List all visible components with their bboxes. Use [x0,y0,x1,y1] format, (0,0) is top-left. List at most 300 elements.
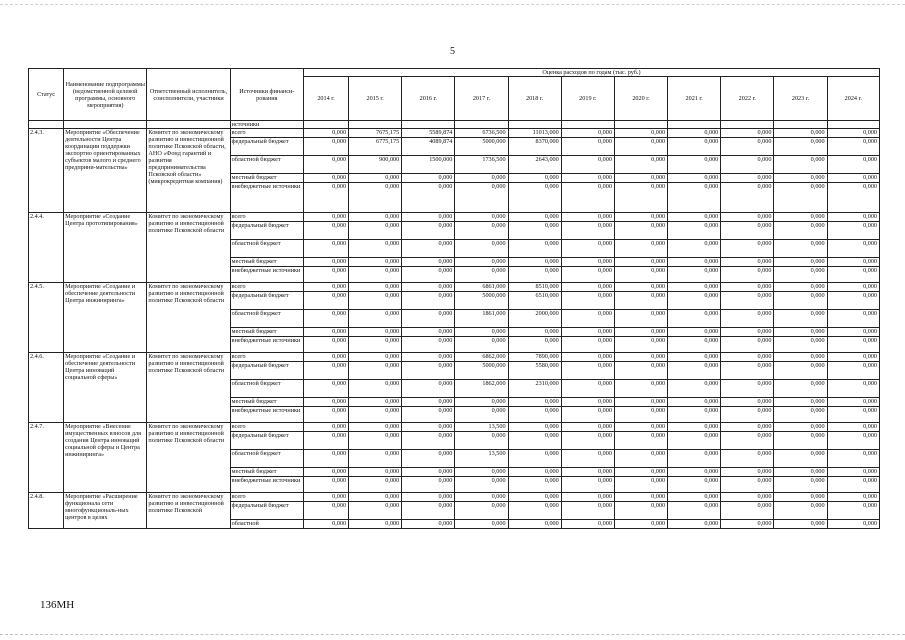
amount-cell: 0,000 [614,156,667,174]
amount-cell: 0,000 [614,222,667,240]
amount-cell: 0,000 [614,213,667,222]
header-year: 2023 г. [774,77,827,121]
amount-cell: 0,000 [349,493,402,502]
amount-cell: 0,000 [402,432,455,450]
amount-cell: 0,000 [303,213,348,222]
funding-source: внебюджетные источники [230,183,303,213]
amount-cell: 0,000 [614,493,667,502]
amount-cell: 0,000 [455,468,508,477]
responsible-executor: Комитет по экономическому развитию и инвестиционной политике Псковской области [147,283,230,353]
amount-cell: 0,000 [721,310,774,328]
amount-cell: 0,000 [508,450,561,468]
amount-cell: 0,000 [614,380,667,398]
amount-cell: 0,000 [349,432,402,450]
amount-cell: 0,000 [774,156,827,174]
amount-cell: 0,000 [721,380,774,398]
amount-cell: 0,000 [614,432,667,450]
amount-cell: 0,000 [455,493,508,502]
amount-cell: 0,000 [668,450,721,468]
amount-cell: 0,000 [668,398,721,407]
amount-cell: 0,000 [455,502,508,520]
amount-cell: 0,000 [455,407,508,423]
amount-cell: 0,000 [561,493,614,502]
amount-cell: 5589,874 [402,129,455,138]
amount-cell: 0,000 [561,222,614,240]
amount-cell: 0,000 [774,222,827,240]
amount-cell: 0,000 [721,138,774,156]
amount-cell: 0,000 [303,174,348,183]
funding-source: местный бюджет [230,174,303,183]
amount-cell: 0,000 [561,174,614,183]
amount-cell: 0,000 [402,520,455,529]
amount-cell: 0,000 [349,183,402,213]
amount-cell: 0,000 [721,477,774,493]
amount-cell: 0,000 [561,328,614,337]
amount-cell: 0,000 [614,258,667,267]
amount-cell: 0,000 [508,213,561,222]
funding-source: местный бюджет [230,328,303,337]
amount-cell: 0,000 [774,407,827,423]
amount-cell: 0,000 [668,477,721,493]
amount-cell: 0,000 [349,267,402,283]
amount-cell: 0,000 [827,129,879,138]
amount-cell: 0,000 [827,353,879,362]
amount-cell: 0,000 [402,407,455,423]
amount-cell: 0,000 [827,468,879,477]
amount-cell: 0,000 [561,477,614,493]
amount-cell: 13,500 [455,450,508,468]
amount-cell: 0,000 [827,283,879,292]
amount-cell: 0,000 [668,174,721,183]
amount-cell: 0,000 [774,493,827,502]
amount-cell: 0,000 [561,337,614,353]
amount-cell: 0,000 [402,183,455,213]
amount-cell: 0,000 [349,468,402,477]
amount-cell: 0,000 [614,174,667,183]
amount-cell: 900,000 [349,156,402,174]
amount-cell: 0,000 [614,353,667,362]
amount-cell: 0,000 [614,398,667,407]
amount-cell: 0,000 [721,353,774,362]
amount-cell: 0,000 [721,328,774,337]
amount-cell: 0,000 [827,450,879,468]
funding-source: внебюджетные источники [230,477,303,493]
amount-cell: 0,000 [402,493,455,502]
amount-cell: 0,000 [614,138,667,156]
amount-cell: 0,000 [827,362,879,380]
amount-cell: 0,000 [508,468,561,477]
amount-cell: 1862,000 [455,380,508,398]
header-year: 2016 г. [402,77,455,121]
amount-cell: 0,000 [508,337,561,353]
amount-cell: 0,000 [721,156,774,174]
amount-cell: 0,000 [402,423,455,432]
amount-cell: 0,000 [349,398,402,407]
amount-cell: 0,000 [668,328,721,337]
amount-cell: 0,000 [668,423,721,432]
amount-cell: 0,000 [827,328,879,337]
amount-cell: 0,000 [455,240,508,258]
funding-source: внебюджетные источники [230,407,303,423]
amount-cell: 0,000 [561,310,614,328]
amount-cell: 0,000 [303,520,348,529]
table-row [29,493,880,502]
amount-cell: 1500,000 [402,156,455,174]
amount-cell: 0,000 [561,213,614,222]
amount-cell: 0,000 [561,432,614,450]
amount-cell: 0,000 [561,267,614,283]
amount-cell: 0,000 [303,362,348,380]
amount-cell: 0,000 [402,380,455,398]
amount-cell: 0,000 [827,493,879,502]
amount-cell: 0,000 [561,258,614,267]
amount-cell: 0,000 [827,407,879,423]
amount-cell: 0,000 [827,477,879,493]
amount-cell: 0,000 [402,337,455,353]
amount-cell: 0,000 [827,398,879,407]
amount-cell: 0,000 [303,240,348,258]
amount-cell: 0,000 [303,138,348,156]
funding-source: федеральный бюджет [230,222,303,240]
amount-cell: 1736,500 [455,156,508,174]
table-row [29,129,880,138]
amount-cell: 0,000 [402,468,455,477]
row-code: 2.4.8. [29,493,64,529]
amount-cell: 0,000 [668,337,721,353]
amount-cell: 0,000 [827,183,879,213]
amount-cell: 0,000 [303,353,348,362]
amount-cell: 0,000 [561,450,614,468]
amount-cell: 0,000 [774,138,827,156]
amount-cell: 0,000 [827,310,879,328]
amount-cell: 0,000 [668,353,721,362]
amount-cell: 0,000 [827,292,879,310]
amount-cell: 0,000 [668,493,721,502]
amount-cell: 0,000 [349,310,402,328]
amount-cell: 0,000 [774,362,827,380]
amount-cell: 0,000 [827,138,879,156]
amount-cell: 0,000 [349,520,402,529]
responsible-executor: Комитет по экономическому развитию и инвестиционной политике Псковской области, АНО «Фонд гарантий и развития предпринимательства Псковской области» (микрокредитная компания) [147,129,230,213]
amount-cell: 0,000 [774,267,827,283]
amount-cell: 0,000 [303,337,348,353]
amount-cell: 0,000 [614,292,667,310]
amount-cell: 0,000 [455,432,508,450]
amount-cell: 0,000 [614,267,667,283]
row-code: 2.4.5. [29,283,64,353]
amount-cell: 0,000 [721,129,774,138]
amount-cell: 6775,175 [349,138,402,156]
amount-cell: 2000,000 [508,310,561,328]
amount-cell: 0,000 [455,258,508,267]
amount-cell: 0,000 [774,328,827,337]
funding-source: областной бюджет [230,450,303,468]
amount-cell: 0,000 [349,328,402,337]
row-code: 2.4.6. [29,353,64,423]
amount-cell: 0,000 [402,267,455,283]
amount-cell: 0,000 [721,283,774,292]
amount-cell: 0,000 [668,283,721,292]
header-year: 2018 г. [508,77,561,121]
funding-source: областной бюджет [230,240,303,258]
amount-cell: 0,000 [303,292,348,310]
funding-source: областной бюджет [230,380,303,398]
amount-cell: 0,000 [303,398,348,407]
amount-cell: 0,000 [402,258,455,267]
amount-cell: 0,000 [455,183,508,213]
amount-cell: 0,000 [614,337,667,353]
amount-cell: 0,000 [303,450,348,468]
amount-cell: 0,000 [827,502,879,520]
amount-cell: 0,000 [561,129,614,138]
amount-cell: 0,000 [303,183,348,213]
amount-cell: 0,000 [774,183,827,213]
responsible-executor: Комитет по экономическому развитию и инвестиционной политике Псковской области [147,423,230,493]
amount-cell: 0,000 [349,423,402,432]
amount-cell: 0,000 [774,468,827,477]
amount-cell: 0,000 [827,258,879,267]
amount-cell: 0,000 [561,156,614,174]
budget-table [28,68,880,529]
amount-cell: 0,000 [721,407,774,423]
amount-cell: 0,000 [303,407,348,423]
amount-cell: 0,000 [614,362,667,380]
amount-cell: 0,000 [668,267,721,283]
amount-cell: 0,000 [774,432,827,450]
measure-name: Мероприятие «Создание и обеспечение деятельности Центра инноваций социальной сферы» [64,353,147,423]
header-executor: Ответственный исполнитель, соисполнители, участники [147,69,230,121]
amount-cell: 0,000 [614,407,667,423]
amount-cell: 0,000 [721,362,774,380]
responsible-executor: Комитет по экономическому развитию и инвестиционной политике Псковской области [147,213,230,283]
amount-cell: 0,000 [561,468,614,477]
amount-cell: 0,000 [774,353,827,362]
amount-cell: 0,000 [303,477,348,493]
amount-cell: 0,000 [349,213,402,222]
amount-cell: 0,000 [827,423,879,432]
header-estimate: Оценка расходов по годам (тыс. руб.) [303,69,879,77]
funding-source: всего [230,283,303,292]
amount-cell: 0,000 [774,174,827,183]
amount-cell: 6736,500 [455,129,508,138]
header-row-1 [29,69,880,77]
amount-cell: 0,000 [303,156,348,174]
amount-cell: 0,000 [614,183,667,213]
amount-cell: 0,000 [508,502,561,520]
row-code: 2.4.7. [29,423,64,493]
amount-cell: 0,000 [455,520,508,529]
measure-name: Мероприятие «Создание и обеспечение деятельности Центра инжиниринга» [64,283,147,353]
amount-cell: 0,000 [303,493,348,502]
amount-cell: 0,000 [827,222,879,240]
amount-cell: 0,000 [561,520,614,529]
amount-cell: 2643,000 [508,156,561,174]
source-cell: источники [230,121,303,129]
funding-source: всего [230,493,303,502]
amount-cell: 0,000 [668,240,721,258]
amount-cell: 0,000 [455,213,508,222]
amount-cell: 0,000 [614,502,667,520]
amount-cell: 0,000 [561,292,614,310]
amount-cell: 5000,000 [455,138,508,156]
header-year: 2015 г. [349,77,402,121]
amount-cell: 0,000 [561,380,614,398]
amount-cell: 0,000 [614,520,667,529]
amount-cell: 0,000 [349,407,402,423]
amount-cell: 0,000 [721,398,774,407]
amount-cell: 0,000 [349,240,402,258]
amount-cell: 0,000 [774,283,827,292]
amount-cell: 5000,000 [455,292,508,310]
amount-cell: 0,000 [402,213,455,222]
amount-cell: 0,000 [827,156,879,174]
amount-cell: 0,000 [668,213,721,222]
amount-cell: 13,500 [455,423,508,432]
amount-cell: 0,000 [303,222,348,240]
amount-cell: 0,000 [668,138,721,156]
header-year: 2017 г. [455,77,508,121]
amount-cell: 0,000 [455,174,508,183]
funding-source: всего [230,423,303,432]
scan-edge-top [0,4,905,6]
funding-source: местный бюджет [230,258,303,267]
amount-cell: 0,000 [774,502,827,520]
measure-name: Мероприятие «Создание Центра прототипирования» [64,213,147,283]
header-sources: Источники финанси-рования [230,69,303,121]
amount-cell: 0,000 [455,477,508,493]
amount-cell: 0,000 [455,222,508,240]
funding-source: местный бюджет [230,468,303,477]
amount-cell: 0,000 [774,337,827,353]
amount-cell: 0,000 [721,337,774,353]
amount-cell: 0,000 [721,450,774,468]
funding-source: всего [230,129,303,138]
header-status: Статус [29,69,64,121]
measure-name: Мероприятие «Расширение функционала сети многофункциональ-ных центров в целях [64,493,147,529]
amount-cell: 0,000 [508,258,561,267]
amount-cell: 0,000 [303,310,348,328]
amount-cell: 0,000 [402,353,455,362]
amount-cell: 6510,000 [508,292,561,310]
amount-cell: 0,000 [349,380,402,398]
row-code: 2.4.4. [29,213,64,283]
amount-cell: 0,000 [721,493,774,502]
amount-cell: 0,000 [455,267,508,283]
amount-cell: 0,000 [455,337,508,353]
amount-cell: 6861,000 [455,283,508,292]
page-number: 5 [450,46,455,57]
amount-cell: 0,000 [721,520,774,529]
funding-source: федеральный бюджет [230,292,303,310]
amount-cell: 0,000 [303,502,348,520]
amount-cell: 0,000 [402,398,455,407]
amount-cell: 0,000 [455,398,508,407]
amount-cell: 0,000 [508,267,561,283]
amount-cell: 5580,000 [508,362,561,380]
funding-source: федеральный бюджет [230,362,303,380]
funding-source: областной бюджет [230,310,303,328]
amount-cell: 0,000 [827,240,879,258]
amount-cell: 0,000 [614,468,667,477]
header-year: 2021 г. [668,77,721,121]
amount-cell: 0,000 [303,258,348,267]
amount-cell: 0,000 [827,267,879,283]
amount-cell: 0,000 [561,283,614,292]
document-code: 136МН [40,599,75,611]
amount-cell: 8510,000 [508,283,561,292]
amount-cell: 0,000 [614,129,667,138]
amount-cell: 0,000 [349,362,402,380]
amount-cell: 0,000 [774,450,827,468]
amount-cell: 0,000 [303,283,348,292]
amount-cell: 5000,000 [455,362,508,380]
amount-cell: 0,000 [402,310,455,328]
header-year: 2024 г. [827,77,879,121]
amount-cell: 0,000 [349,258,402,267]
amount-cell: 0,000 [827,174,879,183]
amount-cell: 0,000 [774,520,827,529]
table-row [29,213,880,222]
amount-cell: 0,000 [508,520,561,529]
amount-cell: 0,000 [668,502,721,520]
amount-cell: 0,000 [774,129,827,138]
amount-cell: 0,000 [561,398,614,407]
amount-cell: 0,000 [721,183,774,213]
amount-cell: 0,000 [774,423,827,432]
amount-cell: 0,000 [668,380,721,398]
amount-cell: 0,000 [402,292,455,310]
amount-cell: 0,000 [349,502,402,520]
funding-source: местный бюджет [230,398,303,407]
amount-cell: 0,000 [561,423,614,432]
amount-cell: 0,000 [561,362,614,380]
amount-cell: 0,000 [668,407,721,423]
amount-cell: 0,000 [827,432,879,450]
amount-cell: 0,000 [508,477,561,493]
amount-cell: 0,000 [508,328,561,337]
amount-cell: 0,000 [614,283,667,292]
amount-cell: 0,000 [668,258,721,267]
amount-cell: 0,000 [402,362,455,380]
amount-cell: 0,000 [508,222,561,240]
amount-cell: 0,000 [349,174,402,183]
amount-cell: 0,000 [402,328,455,337]
header-year: 2019 г. [561,77,614,121]
amount-cell: 0,000 [561,138,614,156]
amount-cell: 0,000 [721,502,774,520]
amount-cell: 0,000 [508,493,561,502]
responsible-executor: Комитет по экономическому развитию и инвестиционной политике Псковской области [147,353,230,423]
amount-cell: 0,000 [668,156,721,174]
amount-cell: 0,000 [303,328,348,337]
header-name: Наименование подпрограммы (ведомственной целевой программы, основного мероприятия) [64,69,147,121]
amount-cell: 0,000 [614,240,667,258]
amount-cell: 0,000 [561,502,614,520]
amount-cell: 0,000 [827,380,879,398]
amount-cell: 0,000 [774,310,827,328]
amount-cell: 0,000 [349,283,402,292]
amount-cell: 0,000 [455,328,508,337]
amount-cell: 0,000 [303,423,348,432]
amount-cell: 1861,000 [455,310,508,328]
amount-cell: 0,000 [668,292,721,310]
amount-cell: 0,000 [303,129,348,138]
amount-cell: 0,000 [561,353,614,362]
funding-source: всего [230,213,303,222]
amount-cell: 0,000 [668,520,721,529]
amount-cell: 0,000 [349,337,402,353]
amount-cell: 0,000 [402,283,455,292]
